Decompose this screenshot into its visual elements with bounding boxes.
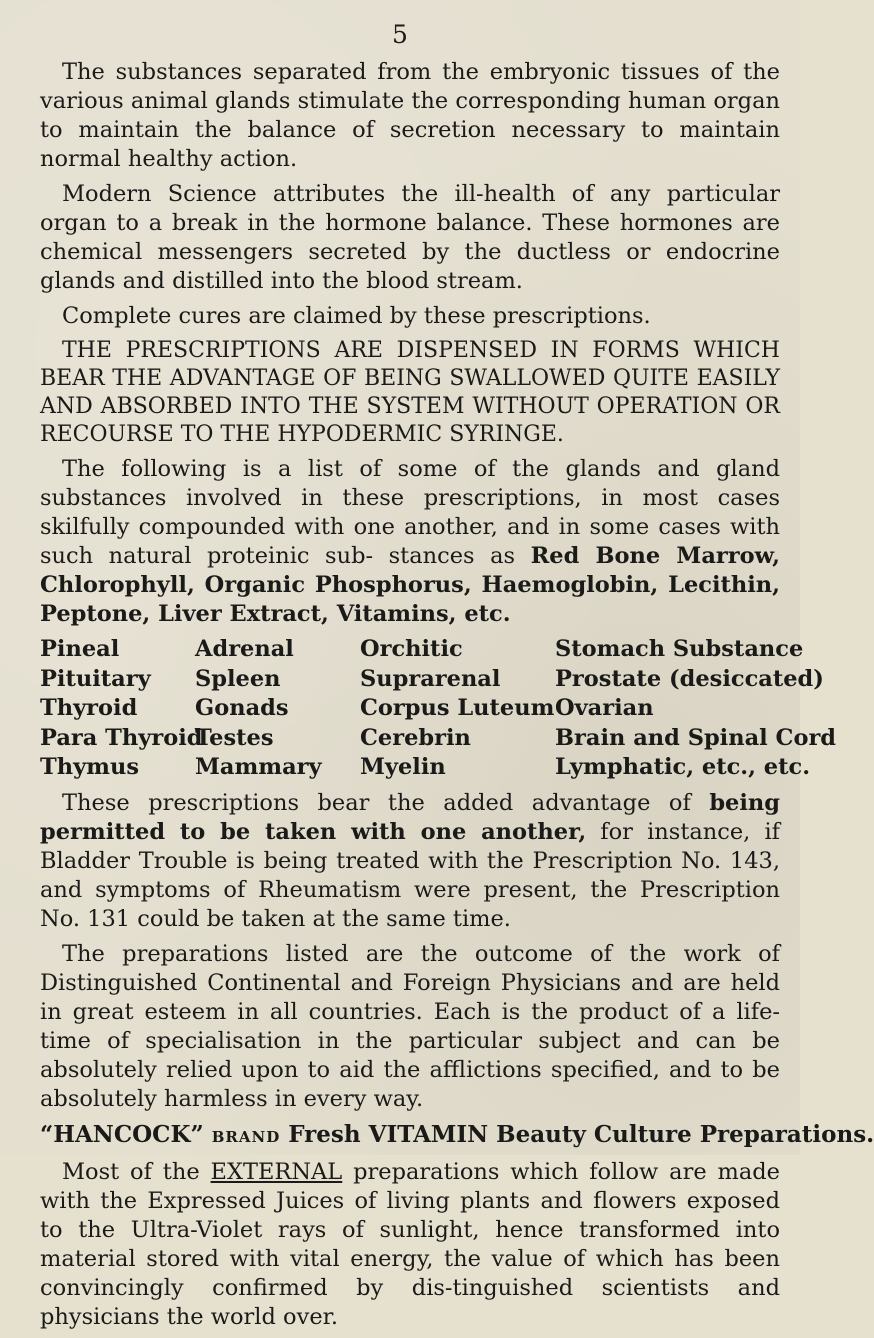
- gland-item: Pituitary: [40, 665, 151, 692]
- combination-bold: being permitted to be taken with one another,: [40, 789, 780, 845]
- gland-item: Cerebrin: [360, 724, 471, 751]
- external-paragraph: [40, 1158, 780, 1332]
- combination-text: These prescriptions bear the added advantage of: [62, 789, 710, 816]
- external-before: Most of the: [62, 1158, 211, 1185]
- gland-item: Pineal: [40, 636, 120, 662]
- gland-item: Para Thyroid: [40, 724, 203, 751]
- gland-item: Corpus Luteum: [360, 695, 555, 721]
- gland-item: Thyroid: [40, 695, 138, 721]
- gland-item: Thymus: [40, 754, 140, 780]
- external-after: preparations which follow are made with the Expressed Juices of living plants and flowers exposed to the Ultra-Violet rays of sunlight, hence transformed into material stored with vital energy, the value of which has been convincingly confirmed by dis-tinguished scientists and physicians the world over.: [40, 1158, 780, 1330]
- gland-list-intro-substances: Red Bone Marrow, Chlorophyll, Organic Phosphorus, Haemoglobin, Lecithin, Peptone, Liver Extract, Vitamins, etc.: [40, 543, 780, 627]
- gland-item: Gonads: [195, 695, 289, 721]
- gland-item: Adrenal: [195, 636, 294, 662]
- page-number: 5: [392, 20, 408, 49]
- combination-tail: for instance, if Bladder Trouble is being treated with the Prescription No. 143, and symptoms of Rheumatism were present, the Prescription No. 131 could be taken at the same time.: [40, 818, 780, 932]
- heading-brand: “HANCOCK”: [40, 1120, 204, 1148]
- gland-item: Testes: [195, 724, 274, 751]
- gland-list-intro-text: The following is a list of some of the glands and gland substances involved in these prescriptions, in most cases skilfully compounded with one another, and in some cases with such natural proteinic sub- stances as: [40, 456, 780, 569]
- gland-item: Brain and Spinal Cord: [555, 724, 837, 751]
- page-content: [40, 58, 874, 1338]
- physicians-paragraph: The preparations listed are the outcome of the work of Distinguished Continental and Foreign Physicians and are held in great esteem in all countries. Each is the product of a life-time of specialisation in the particular subject and can be absolutely relied upon to aid the afflictions specified, and to be absolutely harmless in every way.: [40, 940, 780, 1112]
- intro-paragraph: The substances separated from the embryonic tissues of the various animal glands stimulate the corresponding human organ to maintain the balance of secretion necessary to maintain normal healthy action.: [40, 59, 780, 172]
- gland-item: Stomach Substance: [555, 636, 804, 662]
- gland-table: [40, 635, 837, 783]
- hormone-paragraph: Modern Science attributes the ill-health of any particular organ to a break in the hormone balance. These hormones are chemical messengers secreted by the ductless or endocrine glands and distilled into the blood stream.: [40, 181, 780, 294]
- gland-item: Prostate (desiccated): [555, 665, 824, 692]
- gland-item: Spleen: [195, 665, 281, 692]
- external-underlined: EXTERNAL: [210, 1158, 343, 1185]
- gland-item: Orchitic: [360, 636, 463, 662]
- cures-paragraph: Complete cures are claimed by these prescriptions.: [62, 303, 651, 329]
- heading-brand-word: BRAND: [211, 1127, 281, 1146]
- combination-paragraph: [40, 789, 780, 934]
- gland-item: Mammary: [195, 754, 322, 780]
- gland-list-intro: [40, 455, 780, 629]
- gland-item: Ovarian: [555, 695, 654, 721]
- heading-rest: Fresh VITAMIN Beauty Culture Preparations.: [288, 1120, 874, 1148]
- dispensing-paragraph: THE PRESCRIPTIONS ARE DISPENSED IN FORMS WHICH BEAR THE ADVANTAGE OF BEING SWALLOWED QUITE EASILY AND ABSORBED INTO THE SYSTEM WITHOUT OPERATION OR RECOURSE TO THE HYPODERMIC SYRINGE.: [40, 338, 780, 447]
- gland-item: Lymphatic, etc., etc.: [555, 754, 811, 780]
- gland-item: Myelin: [360, 754, 446, 780]
- section-heading: [40, 1120, 874, 1152]
- gland-item: Suprarenal: [360, 665, 501, 692]
